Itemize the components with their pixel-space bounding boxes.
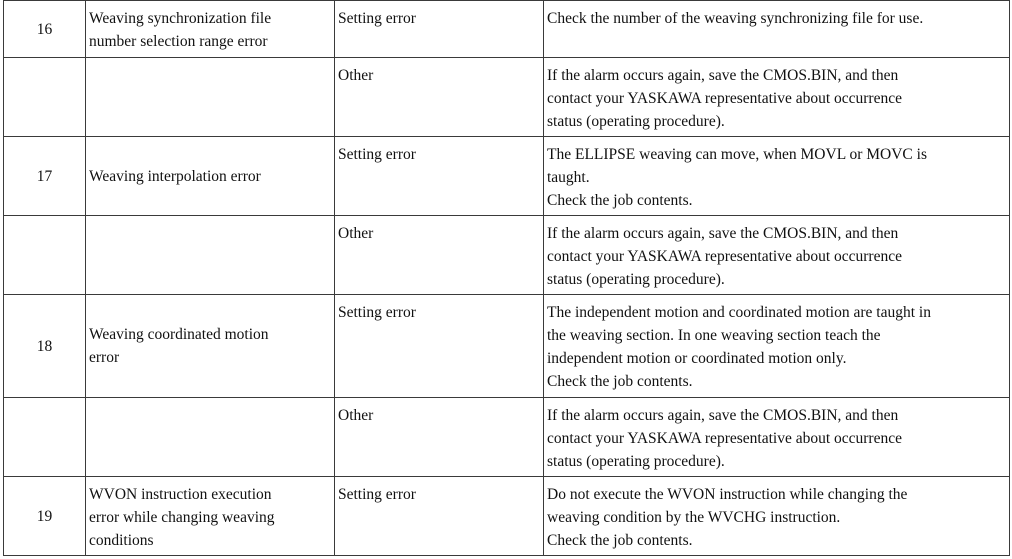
- remedy-line: Do not execute the WVON instruction while changing the: [547, 486, 908, 503]
- alarm-number: 18: [4, 295, 86, 398]
- remedy-line: Check the number of the weaving synchronizing file for use.: [547, 10, 924, 27]
- table-row: [4, 216, 1010, 295]
- alarm-name: [86, 1, 335, 58]
- remedy-cell: [544, 1, 1010, 58]
- alarm-name-line: error while changing weaving: [89, 509, 275, 526]
- table-row: [4, 137, 1010, 216]
- alarm-name-line: conditions: [89, 532, 154, 549]
- cause-cell: Setting error: [335, 1, 544, 58]
- table-row: [4, 477, 1010, 556]
- remedy-line: If the alarm occurs again, save the CMOS.BIN, and then: [547, 225, 899, 242]
- alarm-number: 16: [4, 1, 86, 58]
- remedy-line: If the alarm occurs again, save the CMOS.BIN, and then: [547, 67, 899, 84]
- cause-cell: Setting error: [335, 295, 544, 398]
- alarm-name-line: Weaving synchronization file: [89, 10, 272, 27]
- alarm-name: [86, 216, 335, 295]
- table-row: [4, 398, 1010, 477]
- alarm-number: 17: [4, 137, 86, 216]
- remedy-cell: [544, 398, 1010, 477]
- remedy-line: contact your YASKAWA representative about occurrence: [547, 248, 902, 265]
- remedy-line: weaving condition by the WVCHG instruction.: [547, 509, 841, 526]
- remedy-line: independent motion or coordinated motion only.: [547, 350, 847, 367]
- cause-cell: Setting error: [335, 137, 544, 216]
- alarm-name-line: error: [89, 349, 120, 366]
- remedy-cell: [544, 58, 1010, 137]
- remedy-line: The independent motion and coordinated motion are taught in: [547, 304, 931, 321]
- remedy-cell: [544, 137, 1010, 216]
- remedy-line: status (operating procedure).: [547, 271, 725, 288]
- table-row: [4, 295, 1010, 398]
- table-row: [4, 58, 1010, 137]
- remedy-line: taught.: [547, 169, 590, 186]
- alarm-name-line: WVON instruction execution: [89, 486, 272, 503]
- alarm-number: [4, 58, 86, 137]
- cause-cell: Other: [335, 58, 544, 137]
- remedy-cell: [544, 295, 1010, 398]
- alarm-name: [86, 295, 335, 398]
- remedy-cell: [544, 216, 1010, 295]
- remedy-line: If the alarm occurs again, save the CMOS.BIN, and then: [547, 407, 899, 424]
- remedy-line: Check the job contents.: [547, 192, 693, 209]
- alarm-number: [4, 398, 86, 477]
- remedy-line: contact your YASKAWA representative about occurrence: [547, 430, 902, 447]
- alarm-name-line: Weaving interpolation error: [89, 167, 261, 185]
- remedy-line: status (operating procedure).: [547, 453, 725, 470]
- table-row: [4, 1, 1010, 58]
- cause-cell: Setting error: [335, 477, 544, 556]
- remedy-line: status (operating procedure).: [547, 113, 725, 130]
- alarm-table: [3, 0, 1010, 556]
- remedy-cell: [544, 477, 1010, 556]
- alarm-name: [86, 477, 335, 556]
- cause-cell: Other: [335, 216, 544, 295]
- alarm-name: [86, 398, 335, 477]
- alarm-name-line: number selection range error: [89, 33, 268, 50]
- remedy-line: contact your YASKAWA representative about occurrence: [547, 90, 902, 107]
- alarm-number: [4, 216, 86, 295]
- remedy-line: Check the job contents.: [547, 532, 693, 549]
- alarm-name: [86, 58, 335, 137]
- alarm-number: 19: [4, 477, 86, 556]
- alarm-name: [86, 137, 335, 216]
- remedy-line: The ELLIPSE weaving can move, when MOVL or MOVC is: [547, 146, 927, 163]
- remedy-line: the weaving section. In one weaving section teach the: [547, 327, 881, 344]
- remedy-line: Check the job contents.: [547, 373, 693, 390]
- cause-cell: Other: [335, 398, 544, 477]
- alarm-name-line: Weaving coordinated motion: [89, 326, 269, 343]
